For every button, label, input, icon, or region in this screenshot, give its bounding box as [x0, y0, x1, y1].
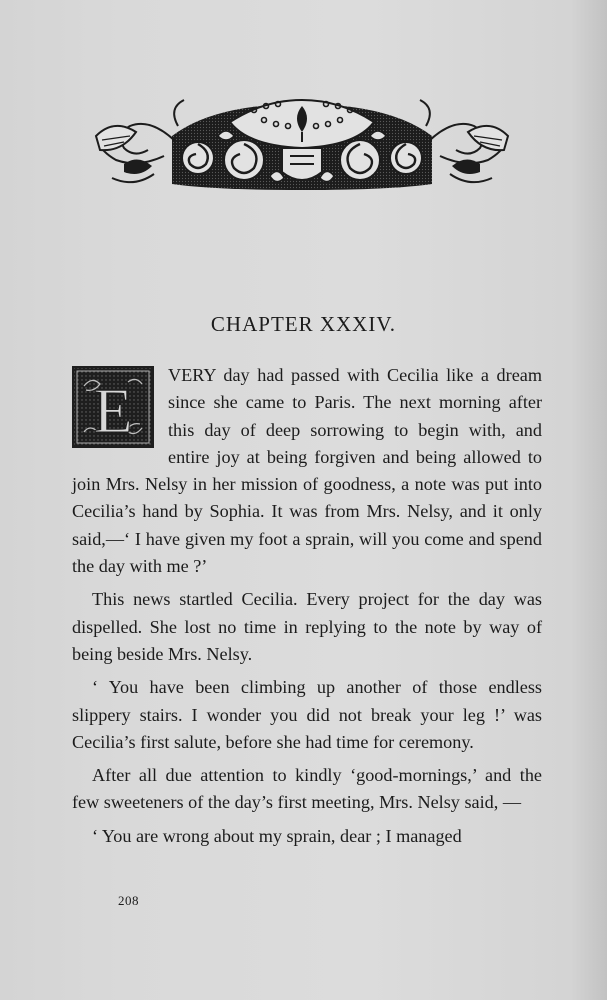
- paragraph-3: ‘ You have been climbing up another of those endless slippery stairs. I wonder you did not break your leg !’ was Cecilia’s first salute, before she had time for ceremony.: [72, 677, 542, 752]
- paragraph-5: ‘ You are wrong about my sprain, dear ; I managed: [92, 825, 462, 846]
- chapter-text: [72, 362, 542, 850]
- floral-headpiece-icon: [94, 96, 510, 194]
- paragraph-2: This news startled Cecilia. Every project for the day was dispelled. She lost no time in replying to the note by way of being beside Mrs. Nelsy.: [72, 589, 542, 664]
- ornamental-initial-icon: [72, 366, 154, 448]
- page-number: 208: [118, 893, 139, 908]
- paragraph-1-text: VERY day had passed with Cecilia like a dream since she came to Paris. The next morning after this day of deep sorrowing to begin with, and entire joy at being forgiven and being allowed to join Mrs. Nelsy in her mission of goodness, a note was put into Cecilia’s hand by Sophia. It was from Mrs. Nelsy, and it only said,—‘ I have given my foot a sprain, will you come and spend the day with me ?’: [72, 365, 542, 577]
- paragraph-4: After all due attention to kindly ‘good-mornings,’ and the few sweeteners of the day’s first meeting, Mrs. Nelsy said, —: [72, 765, 542, 813]
- paragraph-1: [72, 362, 542, 580]
- chapter-title: CHAPTER XXXIV.: [210, 312, 397, 336]
- dropcap-letter: E: [93, 375, 133, 446]
